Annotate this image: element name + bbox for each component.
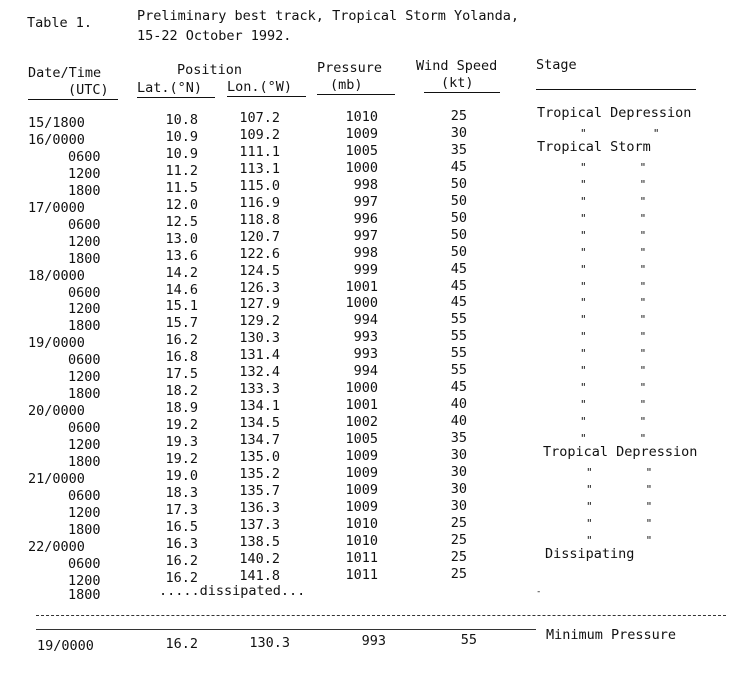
row-datetime: 1200 [68, 369, 101, 386]
row-datetime: 0600 [68, 148, 101, 165]
row-stage: " " [580, 313, 647, 327]
row-lon: 131.4 [239, 347, 280, 364]
row-datetime: 1800 [68, 182, 101, 199]
row-datetime: 16/0000 [28, 131, 85, 148]
row-lat: 16.2 [165, 552, 198, 569]
row-wind: 25 [450, 548, 467, 565]
row-datetime: 0600 [68, 420, 101, 437]
row-pressure: 993 [353, 346, 378, 363]
row-lon: 118.8 [239, 211, 280, 228]
row-datetime: 1800 [68, 386, 101, 403]
row-lon: 111.1 [239, 143, 280, 160]
row-lat: 17.3 [165, 501, 198, 518]
row-pressure: 1011 [345, 549, 378, 566]
header-utc: (UTC) [68, 82, 109, 98]
header-pressure: Pressure [317, 60, 383, 76]
row-wind: 30 [450, 497, 467, 514]
header-mb: (mb) [330, 77, 363, 93]
header-kt: (kt) [441, 75, 474, 91]
row-lon: 127.9 [239, 296, 280, 313]
row-lat: 10.9 [165, 145, 198, 162]
row-datetime: 1800 [68, 250, 101, 267]
row-pressure: 1000 [345, 380, 378, 397]
row-stage: " " [580, 381, 647, 395]
row-pressure: 1010 [345, 109, 378, 125]
summary-lon: 130.3 [249, 635, 290, 651]
row-pressure: 1011 [345, 566, 378, 583]
row-wind: 45 [450, 260, 467, 277]
row-lon: 134.5 [239, 415, 280, 432]
row-wind: 35 [450, 141, 467, 158]
row-wind: 55 [450, 311, 467, 328]
row-lon: 126.3 [239, 279, 280, 296]
row-stage: " " [586, 482, 653, 496]
header-position: Position [177, 62, 243, 78]
row-wind: 25 [450, 531, 467, 548]
row-lat: 13.0 [165, 230, 198, 247]
row-lat: 19.0 [165, 467, 198, 484]
row-lon: 113.1 [239, 160, 280, 177]
row-wind: 50 [450, 175, 467, 192]
header-lon: Lon.(°W) [227, 79, 293, 95]
row-pressure: 1009 [345, 464, 378, 481]
row-lon: 109.2 [239, 126, 280, 143]
summary-label: Minimum Pressure [546, 627, 677, 643]
header-date-underline [28, 99, 118, 100]
row-datetime: 0600 [68, 487, 101, 504]
row-wind: 50 [450, 243, 467, 260]
row-lat: 12.5 [165, 213, 198, 230]
row-wind: 55 [450, 345, 467, 362]
summary-pressure: 993 [361, 633, 386, 649]
row-stage: " " [580, 296, 647, 310]
row-datetime: 1200 [68, 437, 101, 454]
row-wind: 50 [450, 226, 467, 243]
header-lat: Lat.(°N) [137, 80, 203, 96]
row-stage: Tropical Storm [537, 138, 651, 155]
row-datetime: 0600 [68, 216, 101, 233]
row-lat: 16.2 [165, 332, 198, 349]
row-stage: " " [586, 465, 653, 479]
row-wind: 55 [450, 362, 467, 379]
row-datetime: 0600 [68, 352, 101, 369]
row-stage: " " [580, 364, 647, 378]
row-pressure: 1009 [345, 498, 378, 515]
row-lon: 137.3 [239, 516, 280, 533]
row-wind: 25 [450, 514, 467, 531]
row-pressure: 994 [353, 363, 378, 380]
row-datetime: 0600 [68, 555, 101, 572]
header-date-time: Date/Time [28, 65, 102, 81]
table-caption-line1: Preliminary best track, Tropical Storm Yolanda, [137, 8, 520, 24]
table-label: Table 1. [27, 15, 93, 31]
row-lon: 134.7 [239, 432, 280, 449]
row-pressure: 1010 [345, 532, 378, 549]
row-lon: 122.6 [239, 245, 280, 262]
row-stage: " " [580, 211, 647, 225]
row-datetime: 1800 [68, 454, 101, 470]
row-pressure: 1010 [345, 515, 378, 532]
header-kt-underline [424, 92, 500, 93]
summary-divider [36, 615, 726, 616]
row-lon: 136.3 [239, 499, 280, 516]
row-wind: 25 [450, 565, 467, 582]
row-lat: 18.9 [165, 400, 198, 417]
row-pressure: 996 [353, 210, 378, 227]
row-pressure: 1001 [345, 397, 378, 414]
row-wind: 45 [450, 294, 467, 311]
row-lat: 19.2 [165, 451, 198, 467]
row-lon: 141.8 [239, 567, 280, 584]
row-lon: 135.2 [239, 465, 280, 482]
row-stage: " " [580, 398, 647, 412]
row-lon: 130.3 [239, 330, 280, 347]
row-lat: 17.5 [165, 366, 198, 383]
row-lat: 10.9 [165, 128, 198, 145]
row-datetime: 0600 [68, 284, 101, 301]
row-datetime: 1800 [68, 318, 101, 335]
summary-lat: 16.2 [165, 636, 198, 652]
row-wind: 45 [450, 379, 467, 396]
row-lat: 14.2 [165, 264, 198, 281]
row-pressure: 994 [353, 312, 378, 329]
row-wind: 30 [450, 480, 467, 497]
row-datetime: 1200 [68, 233, 101, 250]
row-pressure: 997 [353, 193, 378, 210]
row-datetime: 20/0000 [28, 403, 85, 420]
stray-dash: - [536, 587, 542, 597]
row-wind: 35 [450, 430, 467, 447]
row-lat: 15.7 [165, 315, 198, 332]
row-lat: 11.5 [165, 179, 198, 196]
row-lat: 11.2 [165, 162, 198, 179]
row-wind: 40 [450, 396, 467, 413]
header-stage: Stage [536, 57, 577, 73]
row-stage: " " [580, 126, 660, 140]
row-wind: 25 [450, 108, 467, 124]
row-stage: " " [580, 228, 647, 242]
row-lon: 135.0 [239, 449, 280, 465]
row-lat: 10.8 [165, 112, 198, 128]
row-lat: 15.1 [165, 298, 198, 315]
header-stage-underline [536, 89, 696, 90]
row-lon: 124.5 [239, 262, 280, 279]
row-wind: 55 [450, 328, 467, 345]
row-stage: " " [580, 262, 647, 276]
row-datetime: 19/0000 [28, 335, 85, 352]
summary-wind: 55 [460, 632, 477, 648]
row-lon: 107.2 [239, 110, 280, 126]
row-pressure: 997 [353, 227, 378, 244]
row-wind: 45 [450, 277, 467, 294]
row-datetime: 1200 [68, 165, 101, 182]
row-lon: 115.0 [239, 177, 280, 194]
row-pressure: 1005 [345, 431, 378, 448]
row-lat: 18.2 [165, 383, 198, 400]
row-lat: 18.3 [165, 484, 198, 501]
row-pressure: 1009 [345, 125, 378, 142]
summary-dt: 19/0000 [37, 638, 94, 654]
row-stage: " " [580, 330, 647, 344]
row-pressure: 1002 [345, 414, 378, 431]
row-lat: 13.6 [165, 247, 198, 264]
row-stage: " " [586, 499, 653, 513]
row-lon: 135.7 [239, 482, 280, 499]
row-wind: 30 [450, 124, 467, 141]
row-pressure: 1009 [345, 448, 378, 464]
row-lat: 19.2 [165, 417, 198, 434]
row-wind: 30 [450, 463, 467, 480]
row-datetime: 1200 [68, 504, 101, 521]
row-pressure: 1000 [345, 295, 378, 312]
row-pressure: 998 [353, 244, 378, 261]
row-lon: 116.9 [239, 194, 280, 211]
row-lon: 129.2 [239, 313, 280, 330]
header-mb-underline [317, 94, 395, 95]
row-lon: 132.4 [239, 364, 280, 381]
row-stage: " " [580, 194, 647, 208]
row-wind: 50 [450, 209, 467, 226]
row-wind: 45 [450, 158, 467, 175]
row-lat: 16.2 [165, 569, 198, 586]
row-pressure: 998 [353, 176, 378, 193]
row-lon: 140.2 [239, 550, 280, 567]
row-lon: 134.1 [239, 398, 280, 415]
row-stage: " " [580, 279, 647, 293]
row-datetime: 21/0000 [28, 470, 85, 487]
row-stage: " " [580, 415, 647, 429]
row-stage: " " [580, 177, 647, 191]
row-wind: 40 [450, 413, 467, 430]
row-stage: Tropical Depression [543, 444, 698, 460]
row-datetime: 1200 [68, 572, 101, 589]
row-lat: 16.5 [165, 518, 198, 535]
row-lon: 138.5 [239, 533, 280, 550]
row-stage: " " [580, 347, 647, 361]
row-lon: 120.7 [239, 228, 280, 245]
row-datetime: 1800 [68, 521, 101, 538]
row-stage: " " [580, 432, 647, 446]
row-lat: 14.6 [165, 281, 198, 298]
row-datetime: 1200 [68, 301, 101, 318]
row-lat: 12.0 [165, 196, 198, 213]
row-stage: " " [586, 533, 653, 547]
row-wind: 30 [450, 447, 467, 463]
row-pressure: 1009 [345, 481, 378, 498]
dissipated-note: .....dissipated... [159, 583, 306, 599]
row-1800-dt: 1800 [68, 587, 101, 603]
row-datetime: 18/0000 [28, 267, 85, 284]
row-stage: Tropical Depression [537, 105, 692, 121]
row-pressure: 999 [353, 261, 378, 278]
header-lat-underline [137, 97, 215, 98]
row-stage: " " [586, 516, 653, 530]
row-datetime: 17/0000 [28, 199, 85, 216]
row-lat: 16.8 [165, 349, 198, 366]
summary-rule [36, 629, 536, 630]
row-stage: " " [580, 245, 647, 259]
row-lon: 133.3 [239, 381, 280, 398]
row-wind: 50 [450, 192, 467, 209]
row-lat: 19.3 [165, 434, 198, 451]
row-pressure: 1001 [345, 278, 378, 295]
row-pressure: 1000 [345, 159, 378, 176]
header-wind-speed: Wind Speed [416, 58, 498, 74]
row-stage: " " [580, 160, 647, 174]
row-pressure: 1005 [345, 142, 378, 159]
row-lat: 16.3 [165, 535, 198, 552]
table-caption-line2: 15-22 October 1992. [137, 28, 292, 44]
row-datetime: 22/0000 [28, 538, 85, 555]
header-lon-underline [227, 96, 306, 97]
row-pressure: 993 [353, 329, 378, 346]
row-stage: Dissipating [545, 545, 635, 562]
row-datetime: 15/1800 [28, 115, 85, 131]
